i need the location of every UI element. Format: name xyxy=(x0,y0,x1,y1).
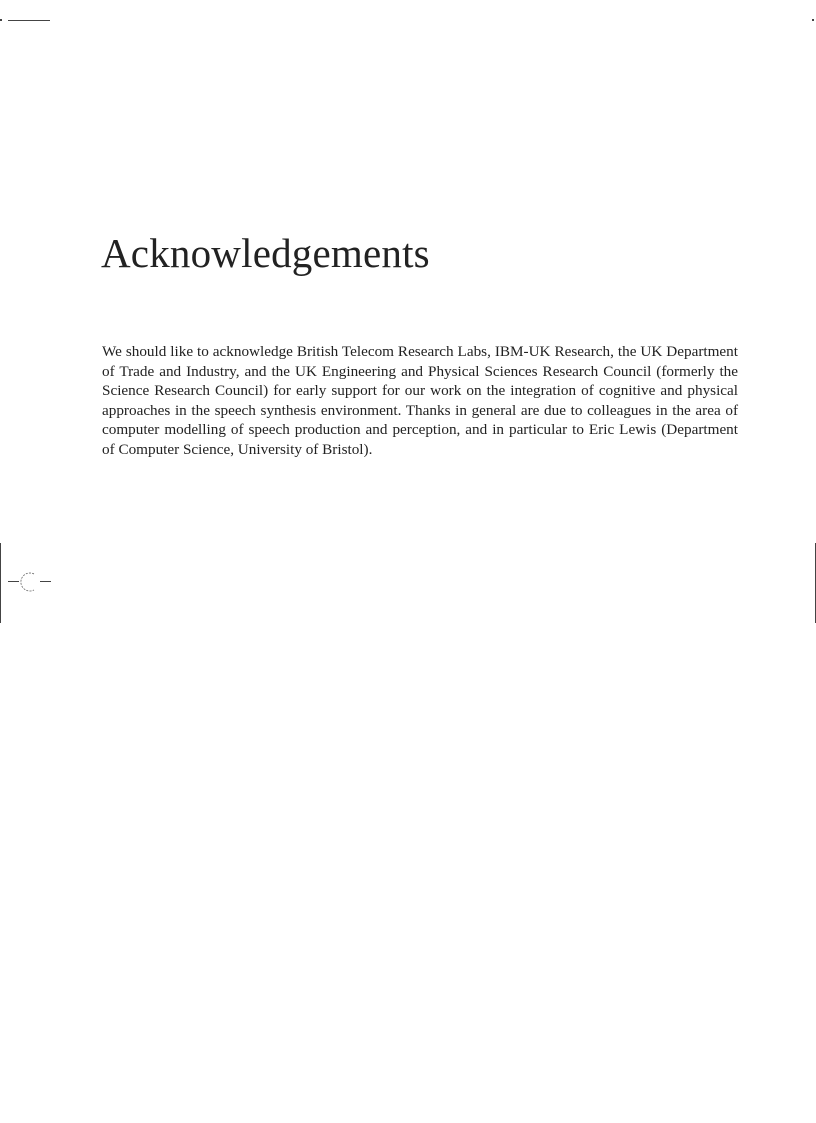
crop-mark-left-vertical xyxy=(0,543,1,623)
crop-mark-top-dot-right xyxy=(812,19,814,21)
crop-mark-left-dash-b xyxy=(40,581,51,582)
page-title: Acknowledgements xyxy=(101,230,430,276)
crop-mark-top-left xyxy=(8,20,50,21)
crop-mark-top-dot-left xyxy=(0,19,2,21)
registration-mark-icon xyxy=(18,571,40,593)
acknowledgements-paragraph: We should like to acknowledge British Telecom Research Labs, IBM-UK Research, the UK Department of Trade and Industry, and the UK Engineering and Physical Sciences Research Council (formerly the Science Research Council) for early support for our work on the integration of cognitive and physical approaches in the speech synthesis environment. Thanks in general are due to colleagues in the area of computer modelling of speech production and perception, and in particular to Eric Lewis (Department of Computer Science, University of Bristol). xyxy=(102,343,738,458)
